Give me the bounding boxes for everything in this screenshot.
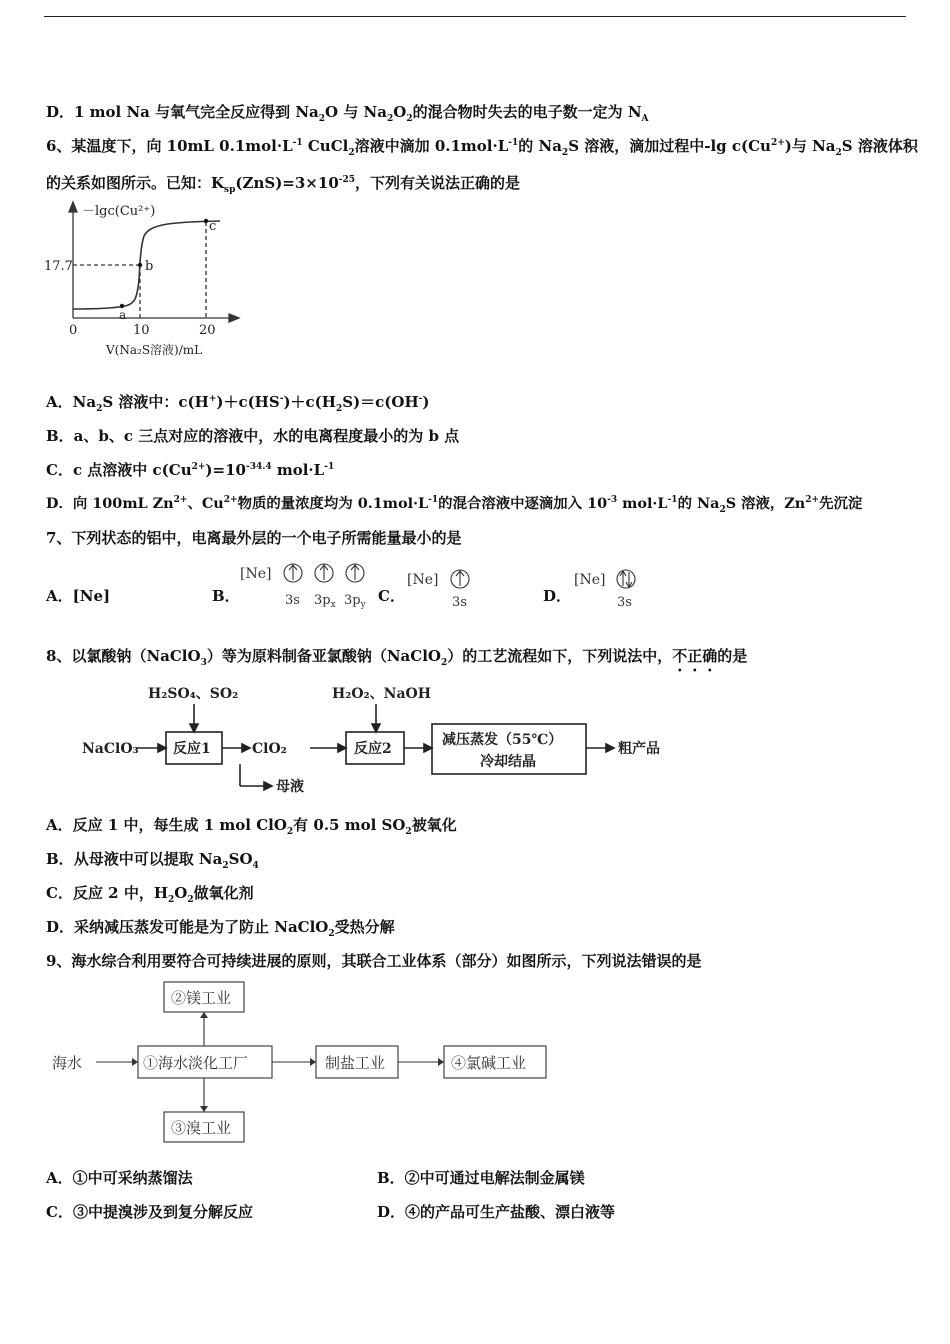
text: )与 Na [784, 137, 836, 155]
q8-stem [46, 646, 747, 675]
sup: 2+ [173, 495, 188, 506]
arrow-head [200, 1012, 208, 1018]
text: 8、以氯酸钠（NaClO [46, 647, 201, 665]
text: 的混合溶液中逐滴加入 10 [438, 495, 608, 512]
sub: 2 [440, 658, 448, 668]
y-axis-arrow [69, 202, 77, 212]
sub: 2 [387, 114, 394, 124]
sub: 2 [286, 827, 294, 837]
text: mol·L [617, 495, 668, 512]
text: C． [46, 884, 73, 902]
arrow-head [264, 782, 272, 790]
x-tick: 10 [133, 323, 150, 338]
text: 向 100mL Zn [72, 495, 174, 512]
sup: -3 [607, 495, 618, 506]
q8-option-c [46, 883, 254, 903]
x-axis-label: V(Na₂S溶液)/mL [106, 343, 203, 357]
label-a: a [119, 308, 127, 322]
q9-option-c: C．③中提溴涉及到复分解反应 [46, 1203, 253, 1221]
text: 受热分解 [334, 918, 395, 936]
sub: 2 [187, 895, 194, 905]
text: 6、某温度下，向 10mL 0.1mol·L [46, 137, 293, 155]
label-crystallization: 冷却结晶 [480, 754, 536, 770]
orbital-label-text: 3p [314, 593, 331, 608]
sup: - [279, 394, 284, 404]
sub: 2 [405, 827, 412, 837]
text: )＋c(H [283, 393, 336, 411]
sub: 2 [348, 148, 355, 158]
text: 、Cu [187, 495, 224, 512]
label-bromine: ③溴工业 [171, 1119, 232, 1137]
q6-option-b: B．a、b、c 三点对应的溶液中，水的电离程度最小的为 b 点 [46, 427, 460, 445]
sub: 2 [406, 114, 413, 124]
q9-option-d: D．④的产品可生产盐酸、漂白液等 [377, 1203, 616, 1221]
text: C． [46, 461, 73, 479]
text: )＋c(HS [216, 393, 280, 411]
label-magnesium: ②镁工业 [171, 989, 232, 1007]
q7-option-b: B． [212, 587, 240, 605]
label-desalination: ①海水淡化工厂 [143, 1054, 249, 1072]
text: S 溶液，滴加过程中-lg c(Cu [568, 137, 771, 155]
sup: 2+ [223, 495, 238, 506]
sub: 2 [835, 148, 842, 158]
orbital-label-sub: x [330, 600, 336, 610]
arrow-head [310, 1058, 316, 1066]
text: 反应 1 中，每生成 1 mol ClO [72, 816, 287, 834]
point-c [204, 219, 208, 223]
orbital-3s [617, 570, 635, 588]
label-mother-liquor: 母液 [276, 779, 304, 795]
x-tick: 0 [69, 323, 78, 338]
text: CuCl [302, 137, 349, 155]
text: 溶液中滴加 0.1mol·L [354, 137, 509, 155]
text: S 溶液中：c(H [102, 393, 209, 411]
sub: 3 [200, 658, 207, 668]
text: Na [72, 393, 97, 411]
sub: 4 [252, 861, 259, 871]
text: O [174, 884, 188, 902]
x-axis-arrow [229, 314, 239, 322]
emphasis-text: 不正确 [672, 647, 718, 665]
q9-stem: 9、海水综合利用要符合可持续进展的原则，其联合工业体系（部分）如图所示，下列说法错误的是 [46, 952, 702, 970]
label-reagents1: H₂SO₄、SO₂ [148, 686, 239, 702]
text: ）的工艺流程如下，下列说法中， [447, 647, 673, 665]
y-axis-label: －lgc(Cu²⁺) [82, 204, 156, 219]
sup: -25 [338, 175, 356, 185]
q7-stem: 7、下列状态的铝中，电离最外层的一个电子所需能量最小的是 [46, 529, 462, 547]
sub: 2 [96, 404, 103, 414]
text: 物质的量浓度均为 0.1mol·L [237, 495, 429, 512]
text: 反应 2 中，H [72, 884, 169, 902]
text: 1 mol Na 与氧气完全反应得到 Na [74, 103, 319, 121]
label-crude-product: 粗产品 [618, 741, 660, 757]
sub: 2 [168, 895, 175, 905]
point-b [138, 263, 142, 267]
sup: 2+ [191, 462, 206, 472]
sub: 2 [222, 861, 229, 871]
text: 有 0.5 mol SO [293, 816, 406, 834]
orbital-label-3s: 3s [617, 595, 632, 610]
sub: 2 [561, 148, 569, 158]
q7-c-orbitals [407, 566, 477, 612]
text: 的 Na [677, 495, 720, 512]
q6-option-c [46, 460, 334, 480]
text: ）等为原料制备亚氯酸钠（NaClO [206, 647, 441, 665]
text: ，下列有关说法正确的是 [355, 174, 521, 192]
text: 被氧化 [411, 816, 457, 834]
text: S 溶液体积 [841, 137, 918, 155]
ne-core: [Ne] [574, 572, 606, 588]
text: B． [46, 850, 74, 868]
q7-d-orbitals [574, 566, 644, 612]
label-reaction2: 反应2 [354, 741, 392, 757]
q5-option-d [46, 102, 649, 122]
q6-graph [40, 200, 250, 362]
orbital-label-3py [344, 593, 367, 610]
text: 从母液中可以提取 Na [73, 850, 223, 868]
arrow-head [338, 744, 346, 752]
sub: 2 [335, 404, 343, 414]
label-reaction1: 反应1 [173, 741, 211, 757]
sup: - [418, 394, 423, 404]
orbital-label-sub: y [360, 600, 366, 610]
sup: 2+ [770, 138, 785, 148]
arrow-head [242, 744, 250, 752]
sub: 2 [318, 114, 326, 124]
y-tick: 17.7 [44, 259, 73, 274]
sup: -1 [508, 138, 519, 148]
orbital-label-3px [314, 593, 336, 610]
sub: sp [224, 185, 236, 195]
orbital-label-3s: 3s [452, 595, 467, 610]
label-chlor-alkali: ④氯碱工业 [451, 1054, 527, 1072]
sub: 2 [719, 504, 726, 515]
sup: 2+ [805, 495, 820, 506]
sup: -34.4 [245, 462, 272, 472]
q7-option-c: C． [378, 587, 405, 605]
arrow-head [372, 724, 380, 732]
q8-option-a [46, 815, 457, 835]
label-seawater: 海水 [52, 1054, 83, 1072]
option-prefix: D． [46, 103, 75, 121]
arrow-head [190, 724, 198, 732]
header-rule [44, 16, 906, 17]
text: c 点溶液中 c(Cu [72, 461, 192, 479]
arrow-head [200, 1106, 208, 1112]
text: 的 Na [518, 137, 562, 155]
text: 做氧化剂 [193, 884, 254, 902]
text: A． [46, 816, 73, 834]
arrow-head [438, 1058, 444, 1066]
q7-b-orbitals [240, 560, 375, 610]
q6-stem-line1 [46, 136, 918, 156]
sup: -1 [324, 462, 335, 472]
text: 的关系如图所示。已知：K [46, 174, 225, 192]
arrow-head [132, 1058, 138, 1066]
text: ) [422, 393, 430, 411]
q8-option-d [46, 917, 395, 937]
ne-core: [Ne] [240, 566, 272, 582]
q6-stem-line2 [46, 173, 520, 193]
label-c: c [209, 219, 217, 234]
label-reagents2: H₂O₂、NaOH [332, 686, 431, 702]
text: 的混合物时失去的电子数一定为 N [412, 103, 642, 121]
q9-option-b: B．②中可通过电解法制金属镁 [377, 1169, 585, 1187]
text: (ZnS)=3×10 [235, 174, 339, 192]
label-salt: 制盐工业 [325, 1054, 386, 1072]
text: 先沉淀 [819, 495, 863, 512]
text: S 溶液，Zn [725, 495, 806, 512]
orbital-label-3s: 3s [285, 593, 300, 608]
sub: 2 [328, 929, 335, 939]
q9-flow-diagram [44, 978, 554, 1146]
ne-core: [Ne] [407, 572, 439, 588]
q8-flow-diagram [80, 682, 680, 797]
arrow-head [158, 744, 166, 752]
arrow-head [606, 744, 614, 752]
q6-option-a [46, 392, 430, 412]
text: O 与 Na [325, 103, 387, 121]
label-evaporation: 减压蒸发（55℃） [442, 732, 563, 748]
label-naclo3: NaClO₃ [82, 741, 139, 757]
q8-option-b [46, 849, 259, 869]
text: 的是 [717, 647, 748, 665]
q7-option-a: A．[Ne] [46, 587, 111, 605]
x-tick: 20 [199, 323, 216, 338]
text: D． [46, 918, 75, 936]
text: S)＝c(OH [342, 393, 419, 411]
orbital-label-text: 3p [344, 593, 361, 608]
text: )=10 [205, 461, 246, 479]
label-b: b [145, 259, 154, 274]
q6-option-d [46, 494, 862, 514]
sup: + [208, 394, 217, 404]
text: A． [46, 393, 73, 411]
text: mol·L [271, 461, 325, 479]
q7-option-d: D． [543, 587, 572, 605]
arrow-head [424, 744, 432, 752]
text: O [393, 103, 407, 121]
text: D． [46, 495, 73, 512]
label-clo2: ClO₂ [252, 741, 287, 757]
sup: -1 [428, 495, 439, 506]
sup: -1 [667, 495, 678, 506]
sub: A [641, 114, 649, 124]
q9-option-a: A．①中可采纳蒸馏法 [46, 1169, 193, 1187]
sup: -1 [292, 138, 303, 148]
text: SO [228, 850, 253, 868]
text: 采纳减压蒸发可能是为了防止 NaClO [74, 918, 329, 936]
